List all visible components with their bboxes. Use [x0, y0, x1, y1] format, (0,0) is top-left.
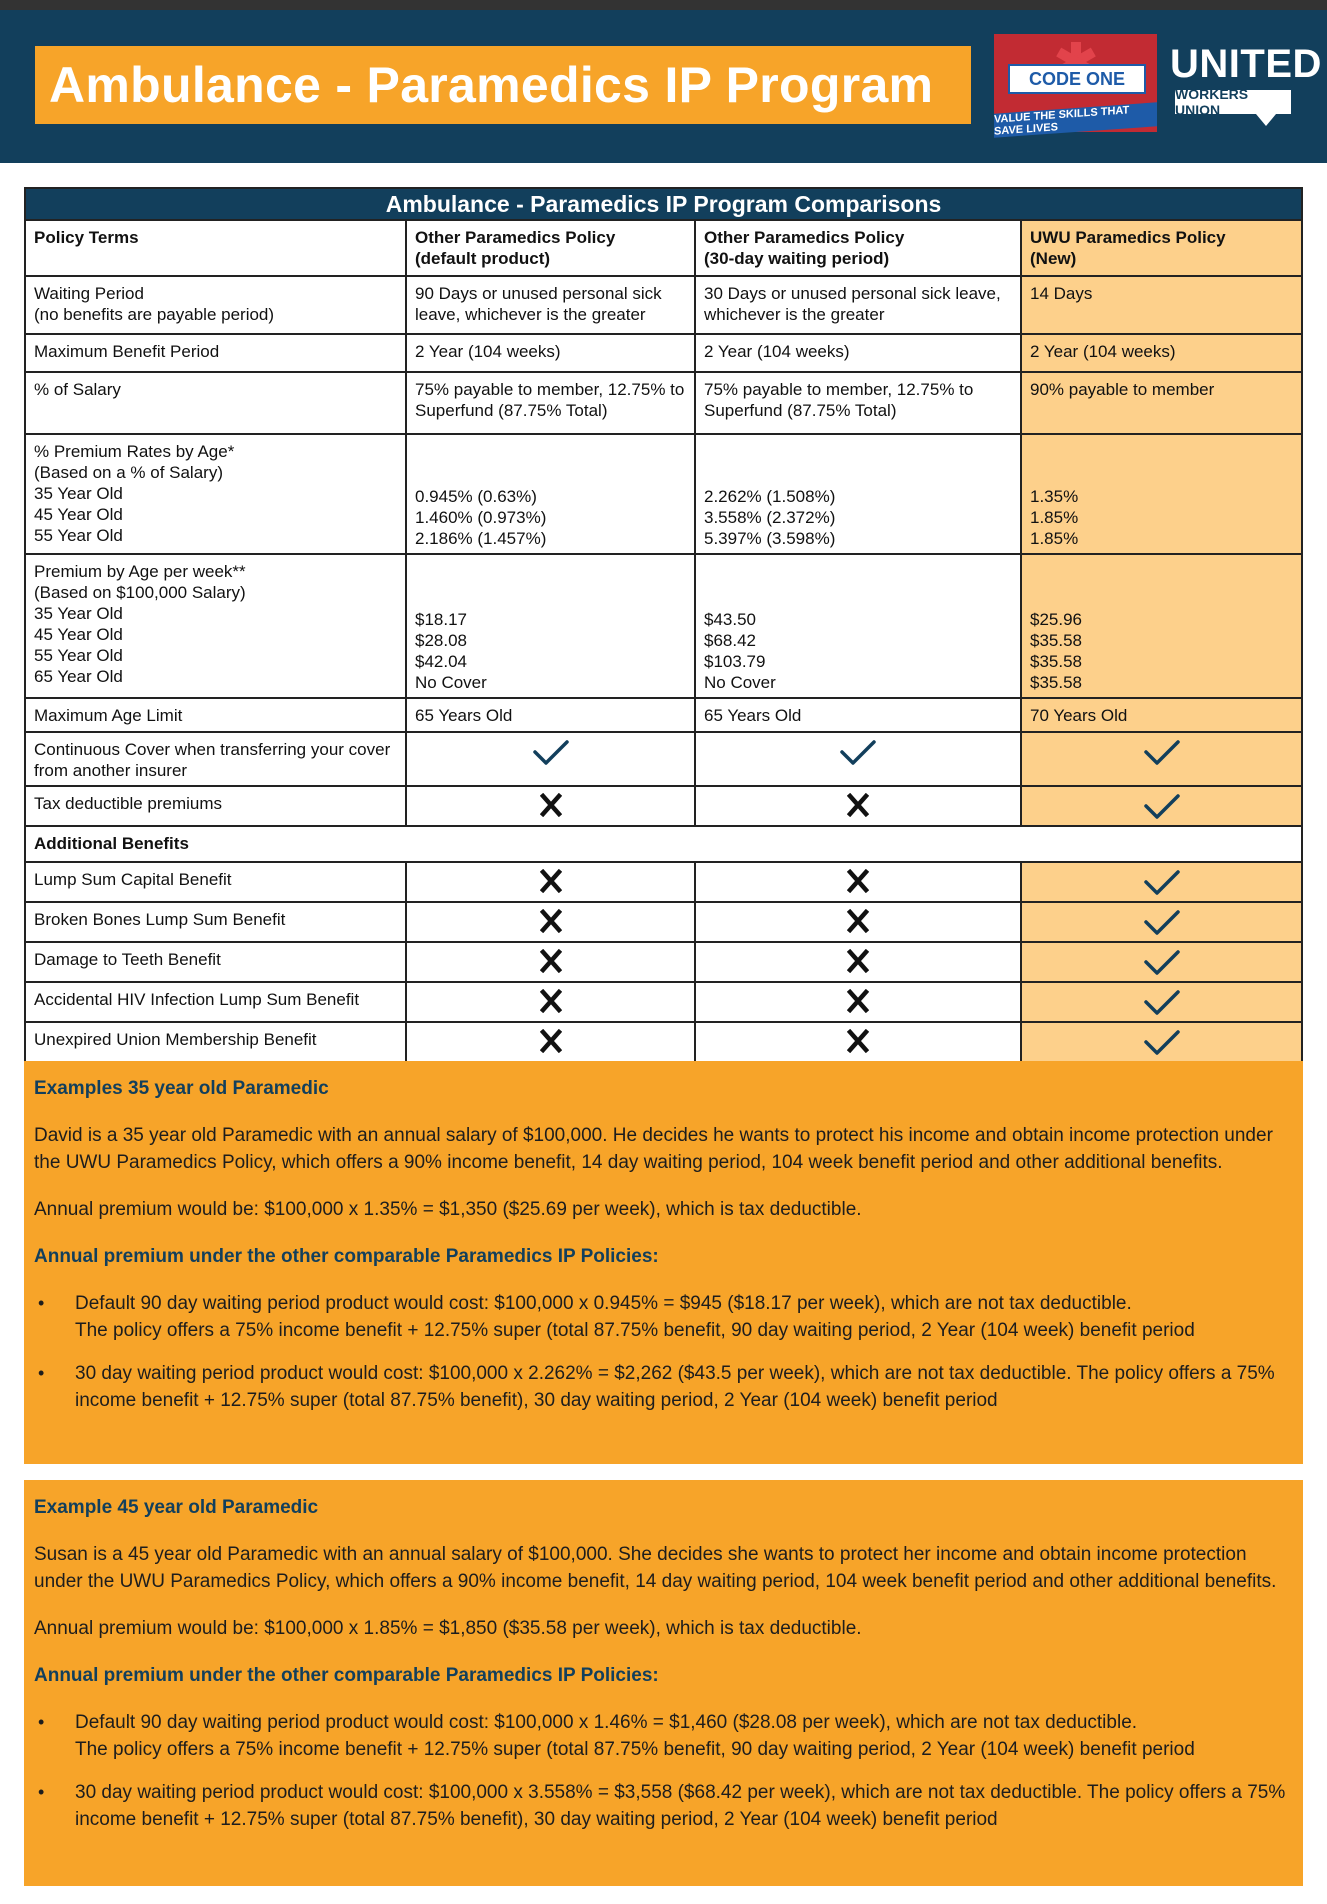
bullet-line: • 30 day waiting period product would cost: $100,000 x 3.558% = $3,558 ($68.42 per week), which are not tax deductible. The policy offers a 75% income benefit + 12.75% super (total 87.75% benefit), 30 day waiting period, 2 Year (104 week) benefit period [75, 1782, 1286, 1830]
table-row [25, 372, 1302, 434]
bullet-line: • Default 90 day waiting period product would cost: $100,000 x 0.945% = $945 ($18.17 per week), which are not tax deductible. [75, 1293, 1132, 1314]
table-row [25, 1022, 1302, 1062]
table-cell [406, 942, 695, 982]
code-one-label: CODE ONE [1008, 64, 1146, 94]
checkmark [1030, 869, 1293, 897]
table-cell: 2 Year (104 weeks) [406, 334, 695, 372]
example-heading: Examples 35 year old Paramedic [34, 1078, 329, 1099]
row-label: % of Salary [25, 372, 406, 434]
example-box-35 [24, 1061, 1303, 1464]
table-row [25, 786, 1302, 826]
table-cell [695, 982, 1021, 1022]
table-cell: 75% payable to member, 12.75% to Superfund (87.75% Total) [695, 372, 1021, 434]
checkmark [1030, 989, 1293, 1017]
table-row [25, 902, 1302, 942]
table-cell: 70 Years Old [1021, 698, 1302, 732]
row-label: Maximum Age Limit [25, 698, 406, 732]
row-label: Broken Bones Lump Sum Benefit [25, 902, 406, 942]
checkmark-icon [532, 739, 570, 767]
table-row [25, 276, 1302, 334]
union-logo-word: UNITED [1170, 42, 1322, 86]
cross-icon [540, 1029, 562, 1053]
column-header: Other Paramedics Policy (default product) [406, 220, 695, 276]
example-subheading: Annual premium under the other comparable Paramedics IP Policies: [34, 1665, 659, 1686]
example-intro: Susan is a 45 year old Paramedic with an annual salary of $100,000. She decides she wants to protect her income and obtain income protection under the UWU Paramedics Policy, which offers a 90% income benefit, 14 day waiting period, 104 week benefit period and other additional benefits. [34, 1544, 1277, 1592]
checkmark [1030, 739, 1293, 767]
table-header-row [25, 220, 1302, 276]
table-row [25, 732, 1302, 786]
cross-mark [704, 1029, 1012, 1053]
example-intro: David is a 35 year old Paramedic with an annual salary of $100,000. He decides he wants to protect his income and obtain income protection under the UWU Paramedics Policy, which offers a 90% income benefit, 14 day waiting period, 104 week benefit period and other additional benefits. [34, 1125, 1273, 1173]
table-cell [1021, 982, 1302, 1022]
row-label: Waiting Period (no benefits are payable period) [25, 276, 406, 334]
table-cell [1021, 732, 1302, 786]
example-premium: Annual premium would be: $100,000 x 1.35% = $1,350 ($25.69 per week), which is tax deductible. [34, 1199, 862, 1220]
table-cell [1021, 942, 1302, 982]
table-cell: 0.945% (0.63%) 1.460% (0.973%) 2.186% (1.457%) [406, 434, 695, 554]
cross-icon [540, 909, 562, 933]
table-row [25, 434, 1302, 554]
table-cell [1021, 862, 1302, 902]
column-header: UWU Paramedics Policy (New) [1021, 220, 1302, 276]
union-logo [1170, 42, 1322, 134]
cross-mark [704, 869, 1012, 893]
checkmark [1030, 909, 1293, 937]
table-cell: 65 Years Old [695, 698, 1021, 732]
cross-mark [704, 909, 1012, 933]
table-cell: 2 Year (104 weeks) [695, 334, 1021, 372]
list-item [34, 1360, 1291, 1414]
list-item [34, 1290, 1291, 1344]
checkmark [415, 739, 686, 767]
table-cell: $43.50 $68.42 $103.79 No Cover [695, 554, 1021, 698]
checkmark-icon [1143, 949, 1181, 977]
row-label: Continuous Cover when transferring your cover from another insurer [25, 732, 406, 786]
table-cell: 90 Days or unused personal sick leave, whichever is the greater [406, 276, 695, 334]
example-premium: Annual premium would be: $100,000 x 1.85% = $1,850 ($35.58 per week), which is tax deductible. [34, 1618, 862, 1639]
checkmark [1030, 949, 1293, 977]
table-cell: $25.96 $35.58 $35.58 $35.58 [1021, 554, 1302, 698]
table-cell: 1.35% 1.85% 1.85% [1021, 434, 1302, 554]
example-heading: Example 45 year old Paramedic [34, 1497, 319, 1518]
example-subheading: Annual premium under the other comparable Paramedics IP Policies: [34, 1246, 659, 1267]
cross-icon [540, 869, 562, 893]
additional-benefits-header: Additional Benefits [25, 826, 1302, 862]
example-bullets [34, 1290, 1291, 1414]
cross-icon [540, 793, 562, 817]
row-label: Accidental HIV Infection Lump Sum Benefit [25, 982, 406, 1022]
table-cell: 65 Years Old [406, 698, 695, 732]
row-label: Tax deductible premiums [25, 786, 406, 826]
table-caption-row [25, 188, 1302, 220]
table-cell: 14 Days [1021, 276, 1302, 334]
code-one-tagline: VALUE THE SKILLS THAT SAVE LIVES [994, 102, 1157, 137]
table-cell [406, 1022, 695, 1062]
cross-icon [847, 793, 869, 817]
cross-mark [415, 949, 686, 973]
row-label: Lump Sum Capital Benefit [25, 862, 406, 902]
cross-icon [847, 1029, 869, 1053]
checkmark [1030, 1029, 1293, 1057]
table-cell: $18.17 $28.08 $42.04 No Cover [406, 554, 695, 698]
cross-mark [704, 949, 1012, 973]
comparison-table [24, 187, 1303, 1063]
cross-icon [847, 949, 869, 973]
table-cell [695, 732, 1021, 786]
row-label: Damage to Teeth Benefit [25, 942, 406, 982]
union-logo-badge: WORKERS UNION [1175, 90, 1291, 114]
list-item [34, 1779, 1291, 1833]
column-header: Other Paramedics Policy (30-day waiting period) [695, 220, 1021, 276]
table-cell: 30 Days or unused personal sick leave, whichever is the greater [695, 276, 1021, 334]
cross-mark [415, 989, 686, 1013]
top-stripe [0, 0, 1327, 10]
table-row [25, 554, 1302, 698]
bullet-line: • Default 90 day waiting period product would cost: $100,000 x 1.46% = $1,460 ($28.08 per week), which are not tax deductible. [75, 1712, 1138, 1733]
table-cell [406, 902, 695, 942]
checkmark-icon [839, 739, 877, 767]
header-banner [0, 10, 1327, 163]
cross-icon [540, 949, 562, 973]
row-label: Maximum Benefit Period [25, 334, 406, 372]
title-box [35, 46, 971, 124]
cross-icon [540, 989, 562, 1013]
table-caption: Ambulance - Paramedics IP Program Comparisons [25, 188, 1302, 220]
table-cell: 2.262% (1.508%) 3.558% (2.372%) 5.397% (3.598%) [695, 434, 1021, 554]
list-item [34, 1709, 1291, 1763]
table-cell [1021, 902, 1302, 942]
cross-icon [847, 989, 869, 1013]
example-box-45 [24, 1480, 1303, 1886]
cross-mark [415, 793, 686, 817]
row-label: % Premium Rates by Age* (Based on a % of Salary) 35 Year Old 45 Year Old 55 Year Old [25, 434, 406, 554]
table-cell [406, 732, 695, 786]
table-cell [695, 1022, 1021, 1062]
cross-mark [415, 869, 686, 893]
cross-icon [847, 869, 869, 893]
table-cell [695, 786, 1021, 826]
row-label: Premium by Age per week** (Based on $100,000 Salary) 35 Year Old 45 Year Old 55 Year Old 65 Year Old [25, 554, 406, 698]
code-one-logo [994, 34, 1157, 138]
table-cell: 2 Year (104 weeks) [1021, 334, 1302, 372]
checkmark [1030, 793, 1293, 821]
checkmark-icon [1143, 909, 1181, 937]
checkmark [704, 739, 1012, 767]
checkmark-icon [1143, 869, 1181, 897]
table-row [25, 942, 1302, 982]
row-label: Unexpired Union Membership Benefit [25, 1022, 406, 1062]
bullet-line: • 30 day waiting period product would cost: $100,000 x 2.262% = $2,262 ($43.5 per week), which are not tax deductible. The policy offers a 75% income benefit + 12.75% super (total 87.75% benefit), 30 day waiting period, 2 Year (104 week) benefit period [75, 1363, 1275, 1411]
table-cell [695, 862, 1021, 902]
table-cell: 90% payable to member [1021, 372, 1302, 434]
table-cell: 75% payable to member, 12.75% to Superfund (87.75% Total) [406, 372, 695, 434]
bullet-line: The policy offers a 75% income benefit + 12.75% super (total 87.75% benefit, 90 day waiting period, 2 Year (104 week) benefit period [75, 1320, 1195, 1341]
checkmark-icon [1143, 1029, 1181, 1057]
table-cell [1021, 786, 1302, 826]
checkmark-icon [1143, 739, 1181, 767]
table-cell [695, 942, 1021, 982]
checkmark-icon [1143, 793, 1181, 821]
example-bullets [34, 1709, 1291, 1833]
column-header: Policy Terms [25, 220, 406, 276]
cross-mark [415, 1029, 686, 1053]
table-row [25, 862, 1302, 902]
cross-icon [847, 909, 869, 933]
bullet-line: The policy offers a 75% income benefit + 12.75% super (total 87.75% benefit, 90 day waiting period, 2 Year (104 week) benefit period [75, 1739, 1195, 1760]
table-row [25, 334, 1302, 372]
table-cell [695, 902, 1021, 942]
table-cell [406, 982, 695, 1022]
cross-mark [704, 989, 1012, 1013]
table-cell [1021, 1022, 1302, 1062]
table-cell [406, 862, 695, 902]
checkmark-icon [1143, 989, 1181, 1017]
page-title: Ambulance - Paramedics IP Program [49, 57, 934, 113]
cross-mark [415, 909, 686, 933]
table-row [25, 982, 1302, 1022]
cross-mark [704, 793, 1012, 817]
additional-benefits-header-row [25, 826, 1302, 862]
table-cell [406, 786, 695, 826]
table-row [25, 698, 1302, 732]
